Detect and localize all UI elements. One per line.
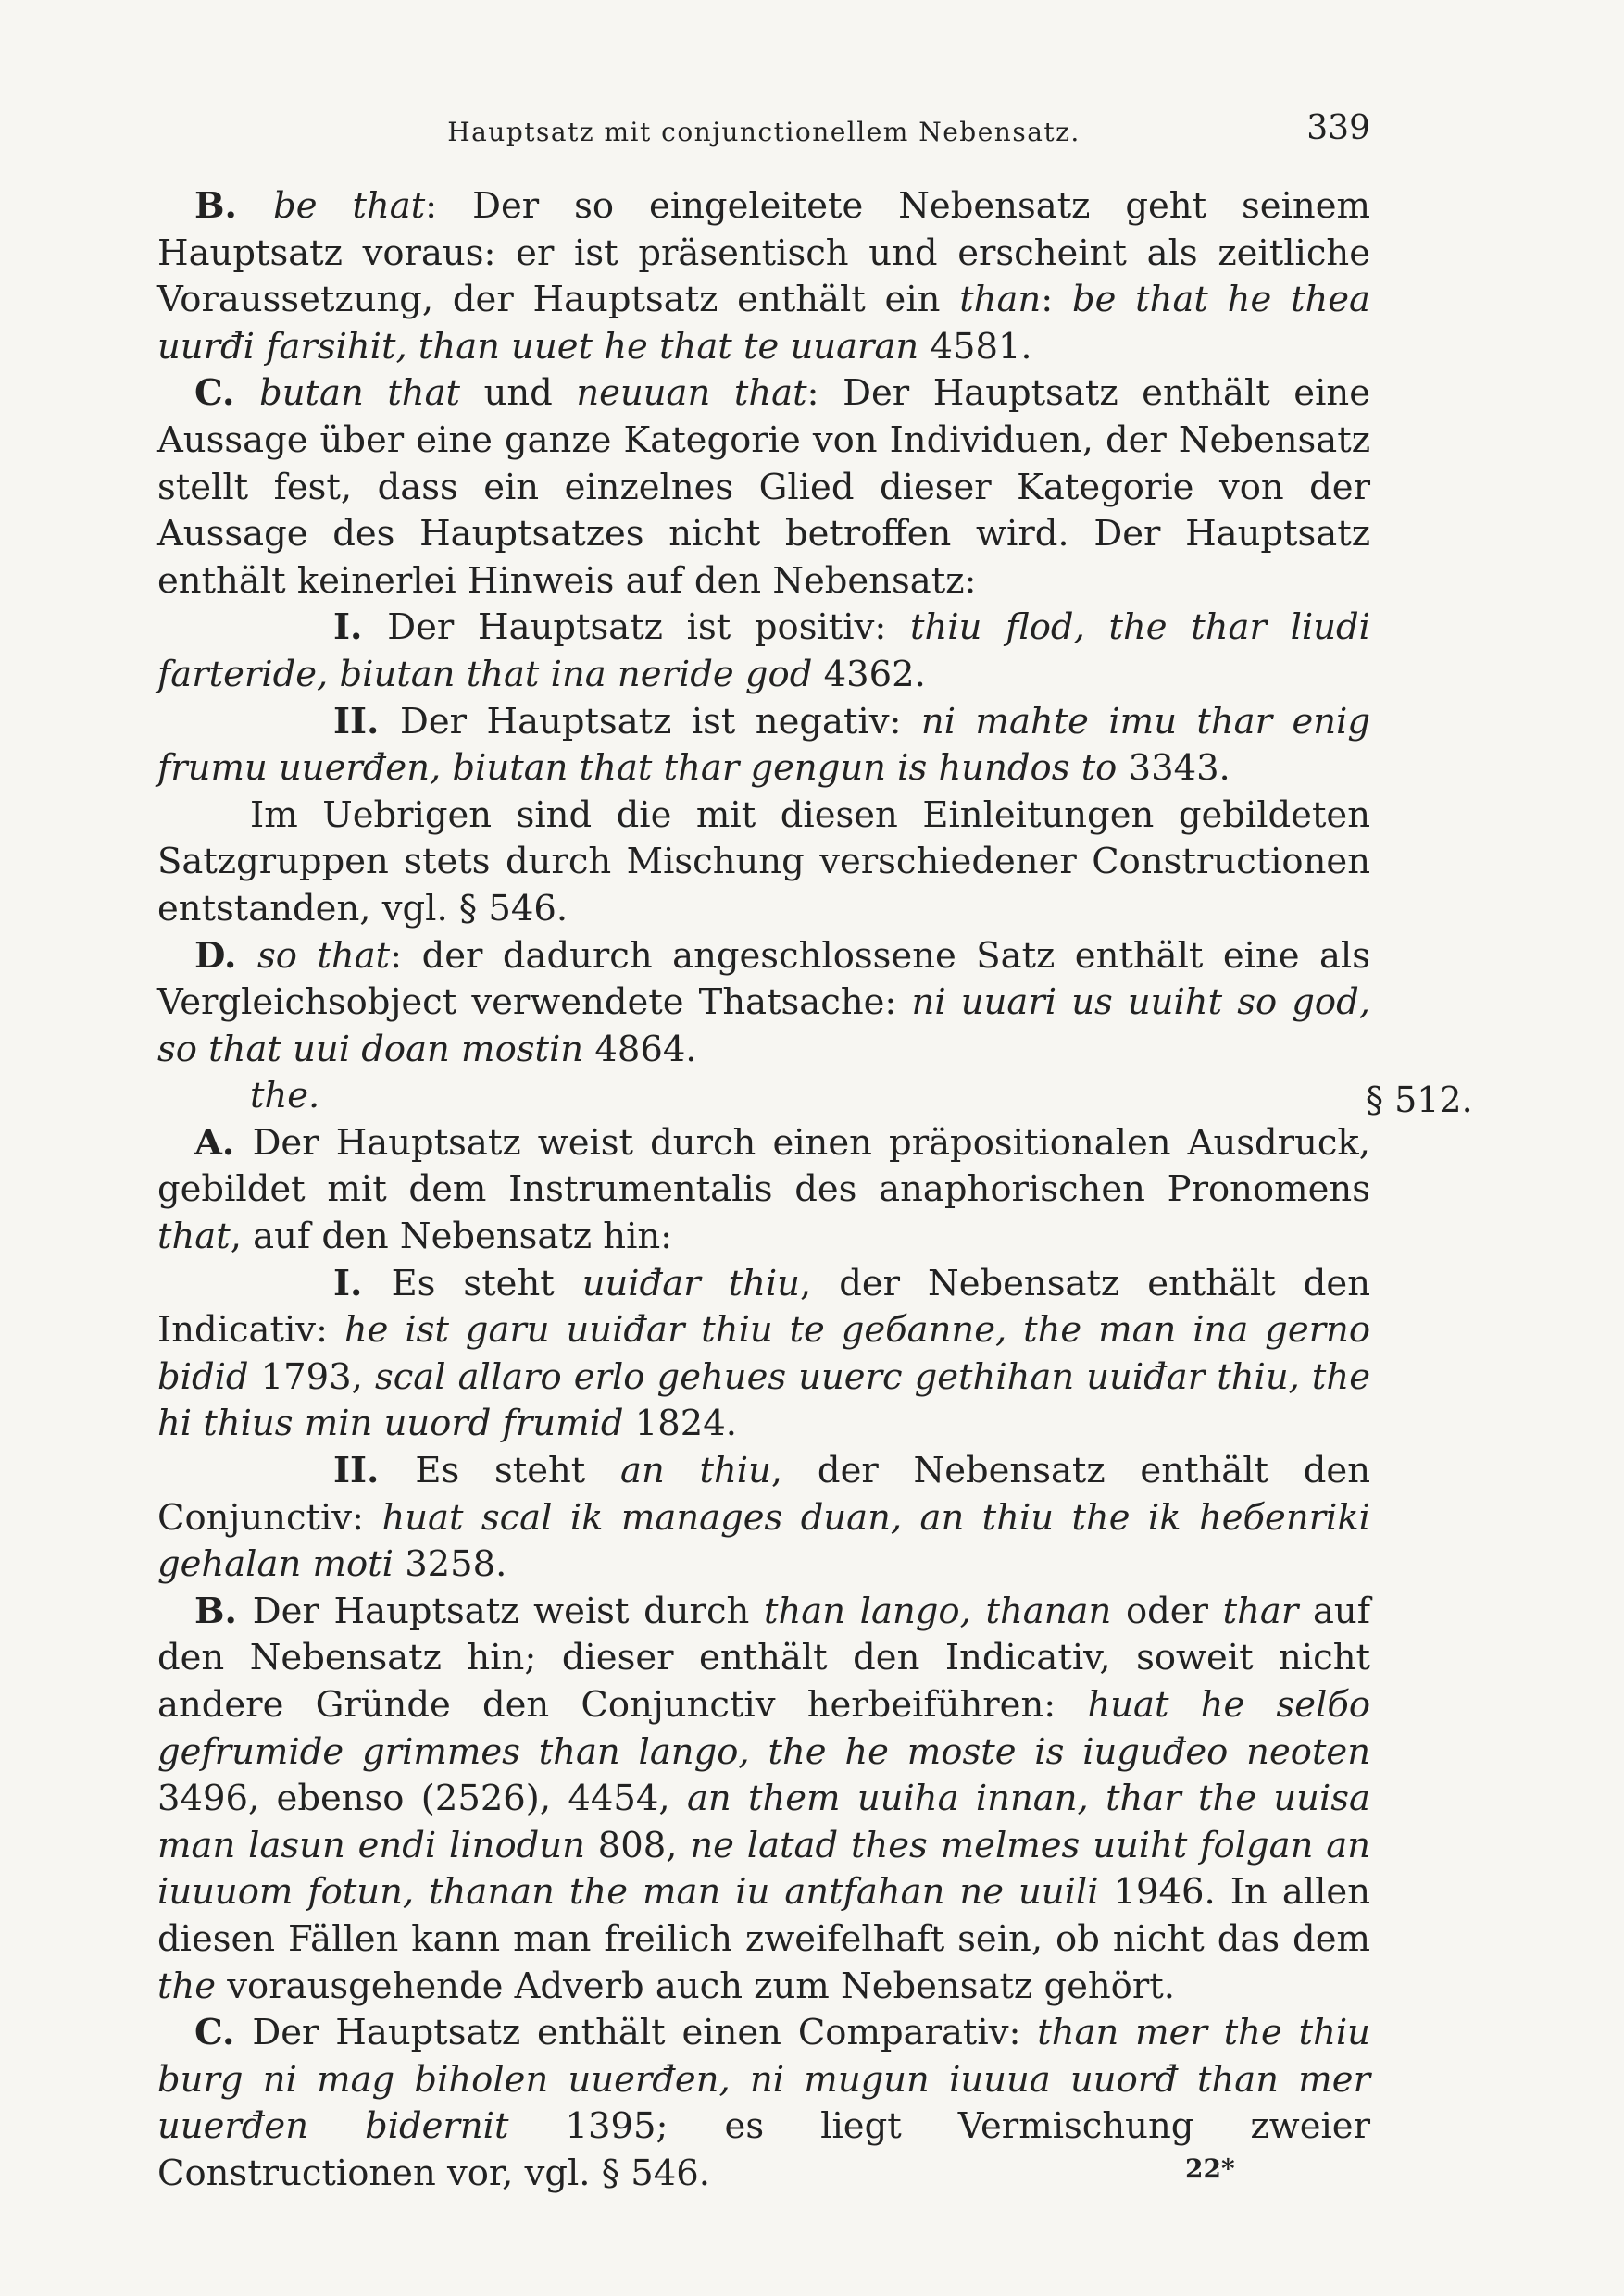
body-run: und — [460, 372, 577, 415]
page-header — [157, 109, 1370, 156]
section-label: C. — [194, 372, 260, 415]
page-number: 339 — [1306, 109, 1370, 147]
body-run: , auf den Nebensatz hin: — [230, 1216, 673, 1258]
body-run: 3343. — [1117, 747, 1230, 790]
section-label: II. — [333, 1450, 416, 1492]
section-label: B. — [194, 1590, 253, 1632]
section-heading-the — [157, 1073, 1370, 1120]
body-run: : — [1041, 279, 1072, 321]
body-run: : Der Hauptsatz enthält eine Aussage über eine ganze Kategorie von Individuen, der Nebensatz stellt fest, dass ein einzelnes Glied dieser Kategorie von der Aussage des Hauptsatzes nicht betroffen wird. Der Hauptsatz enthält keinerlei Hinweis auf den Nebensatz: — [157, 372, 1370, 602]
body-run: Es steht — [415, 1450, 621, 1492]
body-run: 1793, — [248, 1355, 375, 1398]
section-label: A. — [194, 1121, 253, 1164]
paragraph-D-so-that — [157, 933, 1370, 1074]
paragraph-C-butan-that — [157, 370, 1370, 605]
body-run: Es steht — [391, 1262, 582, 1304]
section-label: I. — [333, 1262, 392, 1304]
section-label: II. — [333, 700, 401, 742]
quotation-text: he ist garu uuiđar thiu te geбanne, the man ina gerno bidid — [157, 1309, 1370, 1398]
subparagraph-C-I — [157, 605, 1370, 698]
section-label: I. — [333, 606, 388, 649]
body-text — [157, 183, 1370, 2198]
body-run: Der Hauptsatz weist durch — [252, 1590, 764, 1632]
body-run: Im Uebrigen sind die mit diesen Einleitungen gebildeten Satzgruppen stets durch Mischung verschiedener Constructionen entstanden, vgl. § 546. — [157, 793, 1370, 930]
quotation-text: thar — [1222, 1590, 1299, 1632]
quotation-text: be that — [273, 185, 426, 227]
quotation-text: an them uuiha innan, thar the uuisa man lasun endi linodun — [157, 1778, 1371, 1866]
section-label: C. — [194, 2012, 253, 2054]
quotation-text: so that — [257, 934, 391, 977]
section-label: D. — [194, 934, 258, 977]
paragraph-A-instrumentalis — [157, 1120, 1370, 1261]
quotation-text: than — [959, 279, 1042, 321]
paragraph-B-be-that — [157, 183, 1370, 370]
body-run: , der Nebensatz enthält den Indicativ: — [157, 1262, 1370, 1352]
quotation-text: that — [157, 1216, 231, 1258]
quotation-text: an thiu — [620, 1450, 771, 1492]
body-run: 4864. — [583, 1028, 697, 1070]
quotation-text: be that he thea uurđi farsihit, than uuet he that te uuaran — [157, 279, 1370, 368]
body-run: , der Nebensatz enthält den Conjunctiv: — [157, 1450, 1371, 1539]
quotation-text: thiu flod, the thar liudi farteride, biutan that ina neride god — [157, 606, 1370, 695]
body-run: Der Hauptsatz weist durch einen präpositionalen Ausdruck, gebildet mit dem Instrumentalis des anaphorischen Pronomens — [157, 1121, 1370, 1211]
body-run: oder — [1111, 1590, 1223, 1632]
paragraph-B-than-lango — [157, 1589, 1370, 2010]
quotation-text: ne latad thes melmes uuiht folgan an iuuuom fotun, thanan the man iu antfahan ne uuili — [157, 1824, 1370, 1914]
body-run: 3258. — [393, 1543, 507, 1586]
subparagraph-A-I — [157, 1261, 1370, 1448]
paragraph-im-uebrigen — [157, 792, 1370, 933]
body-run: Der Hauptsatz ist negativ: — [400, 700, 921, 742]
body-run: 1946. In allen diesen Fällen kann man freilich zweifelhaft sein, ob nicht das dem — [157, 1871, 1370, 1960]
body-run: : Der so eingeleitete Nebensatz geht seinem Hauptsatz voraus: er ist präsentisch und erscheint als zeitliche Voraussetzung, der Hauptsatz enthält ein — [157, 185, 1370, 321]
quotation-text: neuuan that — [576, 372, 807, 415]
body-run: auf den Nebensatz hin; dieser enthält den Indicativ, soweit nicht andere Gründe den Conjunctiv herbeiführen: — [157, 1590, 1370, 1726]
body-run: : der dadurch angeschlossene Satz enthält eine als Vergleichsobject verwendete Thatsache: — [157, 934, 1370, 1024]
section-label: B. — [194, 185, 274, 227]
subparagraph-A-II — [157, 1448, 1370, 1589]
body-run: 4581. — [918, 325, 1032, 368]
quotation-text: scal allaro erlo gehues uuerc gethihan uuiđar thiu, the hi thius min uuord frumid — [157, 1355, 1370, 1445]
body-run: 4362. — [812, 653, 926, 695]
quotation-text: the — [157, 1965, 217, 2007]
quotation-text: ni uuari us uuiht so god, so that uui doan mostin — [157, 981, 1370, 1070]
margin-section-number: § 512. — [1366, 1079, 1473, 1120]
quotation-text: huat scal ik manages duan, an thiu the ik heбenriki gehalan moti — [157, 1496, 1370, 1586]
quotation-text: the. — [250, 1075, 320, 1117]
body-run: 1824. — [623, 1403, 738, 1445]
body-run: Der Hauptsatz ist positiv: — [387, 606, 910, 649]
quotation-text: uuiđar thiu — [581, 1262, 800, 1304]
body-run: 1395; es liegt Vermischung zweier Constructionen vor, vgl. § 546. — [157, 2105, 1370, 2194]
body-run: 3496, ebenso (2526), 4454, — [157, 1778, 687, 1820]
running-head: Hauptsatz mit conjunctionellem Nebensatz. — [447, 117, 1081, 147]
quotation-text: butan that — [259, 372, 461, 415]
quotation-text: than mer the thiu burg ni mag biholen uuerđen, ni mugun iuuua uuorđ than mer uuerđen bidernit — [157, 2012, 1370, 2148]
body-run: 808, — [584, 1824, 691, 1866]
body-run: vorausgehende Adverb auch zum Nebensatz gehört. — [216, 1965, 1175, 2007]
quotation-text: ni mahte imu thar enig frumu uuerđen, biutan that thar gengun is hundos to — [157, 700, 1370, 790]
quotation-text: than lango, thanan — [763, 1590, 1112, 1632]
quotation-text: huat he selбo gefrumide grimmes than lango, the he moste is iuguđeo neoten — [157, 1684, 1370, 1773]
subparagraph-C-II — [157, 699, 1370, 792]
signature-mark: 22* — [1185, 2153, 1235, 2184]
body-run: Der Hauptsatz enthält einen Comparativ: — [252, 2012, 1038, 2054]
